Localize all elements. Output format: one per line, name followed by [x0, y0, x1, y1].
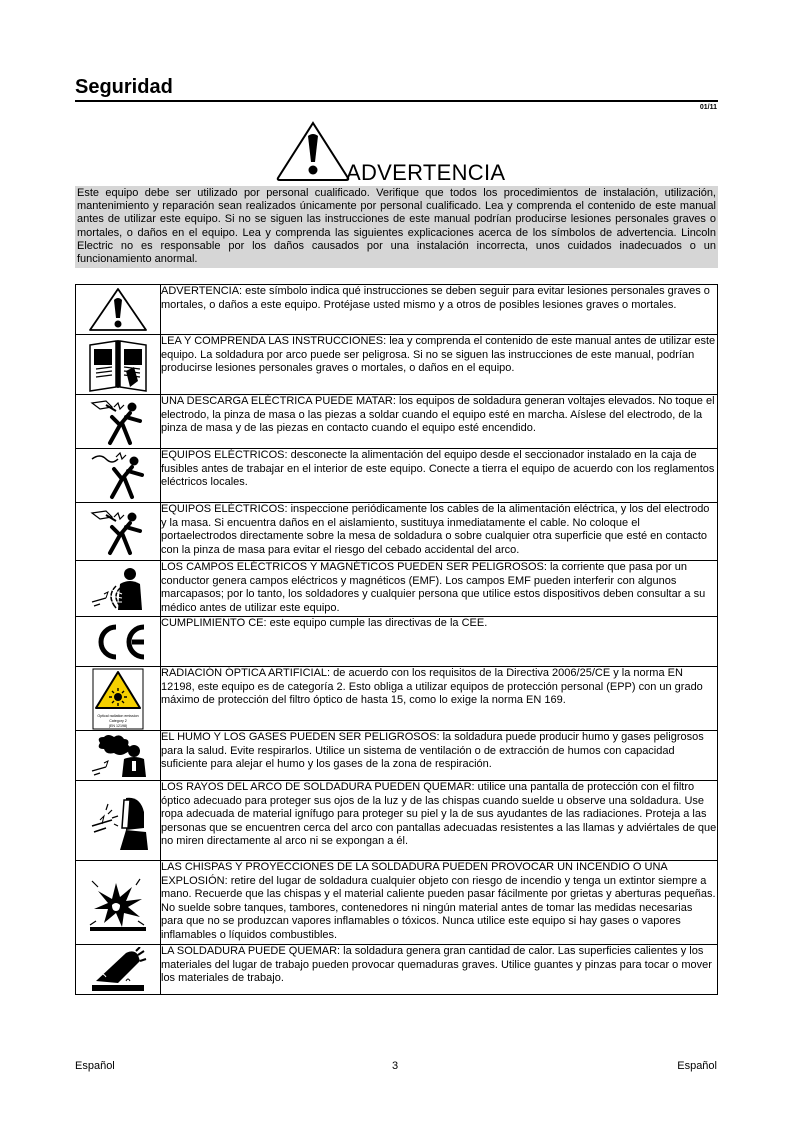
footer-language-left: Español [75, 1060, 115, 1072]
icon-cell [76, 781, 161, 861]
ce-mark-icon [86, 619, 150, 665]
arc-rays-icon [86, 790, 150, 852]
table-row [76, 285, 718, 335]
safety-symbols-table [75, 284, 718, 995]
sign-caption: Category 2 [109, 718, 127, 723]
table-row [76, 861, 718, 945]
table-row [76, 503, 718, 561]
revision-code: 01/11 [699, 104, 717, 111]
row-text: LAS CHISPAS Y PROYECCIONES DE LA SOLDADURA PUEDEN PROVOCAR UN INCENDIO O UNA EXPLOSIÓN: retire del lugar de soldadura cualquier objeto con riesgo de incendio y tenga un extintor siempre a mano. Recuerde que las chispas y el material caliente pueden pasar fácilmente por grietas y aberturas pequeñas. No suelde sobre tanques, tambores, contenedores ni ningún material antes de tomar las medidas necesarias para que no se produzcan vapores inflamables o tóxicos. Nunca utilice este equipo si hay gases o vapores inflamables o líquidos combustibles. [161, 861, 718, 945]
table-row [76, 335, 718, 395]
footer-language-right: Español [677, 1060, 717, 1072]
icon-cell [76, 667, 161, 731]
sign-caption: Optical radiation emission [97, 713, 139, 718]
icon-cell [76, 335, 161, 395]
icon-cell [76, 449, 161, 503]
electrical-equipment-icon [86, 451, 150, 501]
read-manual-icon [86, 337, 150, 393]
row-text: ADVERTENCIA: este símbolo indica qué instrucciones se deben seguir para evitar lesiones personales graves o mortales, o daños a este equipo. Protéjase usted mismo y a otros de posibles lesiones graves o mortales. [161, 285, 718, 335]
table-row [76, 667, 718, 731]
icon-cell [76, 503, 161, 561]
table-row [76, 781, 718, 861]
table-row [76, 449, 718, 503]
page-number: 3 [392, 1060, 399, 1072]
row-text: RADIACIÓN ÓPTICA ARTIFICIAL: de acuerdo con los requisitos de la Directiva 2006/25/CE y la norma EN 12198, este equipo es de categoría 2. Esto obliga a utilizar equipos de protección personal (EPP) con un grado máximo de protección del filtro óptico de hasta 15, como lo exige la norma EN 169. [161, 667, 718, 731]
sign-caption: (EN 12198) [108, 723, 128, 728]
warning-word: ADVERTENCIA [346, 160, 506, 185]
row-text: EQUIPOS ELÉCTRICOS: inspeccione periódicamente los cables de la alimentación eléctrica, y los del electrodo y la masa. Si encuentra daños en el aislamiento, sustituya inmediatamente el cable. No coloque el portaelectrodos directamente sobre la mesa de soldadura o sobre cualquier otra superficie que esté en contacto con la pinza de masa para evitar el riesgo del cebado accidental del arco. [161, 503, 718, 561]
emf-icon [86, 564, 150, 614]
icon-cell [76, 731, 161, 781]
row-text: UNA DESCARGA ELÉCTRICA PUEDE MATAR: los equipos de soldadura generan voltajes elevados. No toque el electrodo, la pinza de masa o las piezas a soldar cuando el equipo esté en marcha. Aíslese del electrodo, de la pinza de masa y de las piezas en contacto cuando el equipo esté encendido. [161, 395, 718, 449]
row-text: CUMPLIMIENTO CE: este equipo cumple las directivas de la CEE. [161, 617, 718, 667]
electric-shock-icon [86, 397, 150, 447]
warning-intro: Este equipo debe ser utilizado por personal cualificado. Verifique que todos los procedimientos de instalación, utilización, mantenimiento y reparación sean realizados únicamente por personal cualificado. Lea y comprenda el contenido de este manual antes de utilizar este equipo. Si no se siguen las instrucciones de este manual podrían producirse lesiones personales graves o mortales, o daños en el equipo. Lea y comprenda las siguientes explicaciones acerca de los símbolos de advertencia. Lincoln Electric no es responsable por los daños causados por una instalación incorrecta, unos cuidados inadecuados o un funcionamiento anormal. [75, 186, 718, 268]
fumes-icon [86, 733, 150, 779]
table-row [76, 945, 718, 995]
title-rule [75, 100, 718, 102]
sparks-explosion-icon [86, 873, 150, 933]
table-row [76, 731, 718, 781]
icon-cell [76, 561, 161, 617]
icon-cell [76, 285, 161, 335]
optical-radiation-icon [92, 668, 144, 730]
icon-cell [76, 395, 161, 449]
table-row [76, 395, 718, 449]
icon-cell [76, 945, 161, 995]
hot-material-icon [86, 947, 150, 993]
warning-header [272, 120, 532, 186]
row-text: EQUIPOS ELÉCTRICOS: desconecte la alimentación del equipo desde el seccionador instalado en la caja de fusibles antes de trabajar en el interior de este equipo. Conecte a tierra el equipo de acuerdo con los reglamentos eléctricos locales. [161, 449, 718, 503]
row-text: LEA Y COMPRENDA LAS INSTRUCCIONES: lea y comprenda el contenido de este manual antes de utilizar este equipo. La soldadura por arco puede ser peligrosa. Si no se siguen las instrucciones de este manual, podrían producirse lesiones personales graves o mortales, o daños en el equipo. [161, 335, 718, 395]
row-text: LOS CAMPOS ELÉCTRICOS Y MAGNÉTICOS PUEDEN SER PELIGROSOS: la corriente que pasa por un conductor genera campos eléctricos y magnéticos (EMF). Los campos EMF pueden interferir con algunos marcapasos; por lo tanto, los soldadores y cualquier persona que utilice estos dispositivos deben consultar a su médico antes de utilizar este equipo. [161, 561, 718, 617]
row-text: EL HUMO Y LOS GASES PUEDEN SER PELIGROSOS: la soldadura puede producir humo y gases peligrosos para la salud. Evite respirarlos. Utilice un sistema de ventilación o de extracción de humos con capacidad suficiente para alejar el humo y los gases de la zona de respiración. [161, 731, 718, 781]
row-text: LA SOLDADURA PUEDE QUEMAR: la soldadura genera gran cantidad de calor. Las superficies calientes y los materiales del lugar de trabajo pueden provocar quemaduras graves. Utilice guantes y pinzas para tocar o mover los materiales de trabajo. [161, 945, 718, 995]
page-title: Seguridad [75, 76, 173, 98]
table-row [76, 617, 718, 667]
cable-inspection-icon [86, 507, 150, 557]
table-row [76, 561, 718, 617]
warning-triangle-icon [88, 287, 148, 333]
warning-triangle-icon [275, 120, 351, 182]
icon-cell [76, 617, 161, 667]
icon-cell [76, 861, 161, 945]
row-text: LOS RAYOS DEL ARCO DE SOLDADURA PUEDEN QUEMAR: utilice una pantalla de protección con el filtro óptico adecuado para proteger sus ojos de la luz y de las chispas cuando suelde u observe una soldadura. Use ropa adecuada de material ignífugo para proteger su piel y la de sus ayudantes de las radiaciones. Proteja a las personas que se encuentren cerca del arco con pantallas adecuadas resistentes a las llamas y adviértales de que no miren directamente al arco ni se expongan a él. [161, 781, 718, 861]
